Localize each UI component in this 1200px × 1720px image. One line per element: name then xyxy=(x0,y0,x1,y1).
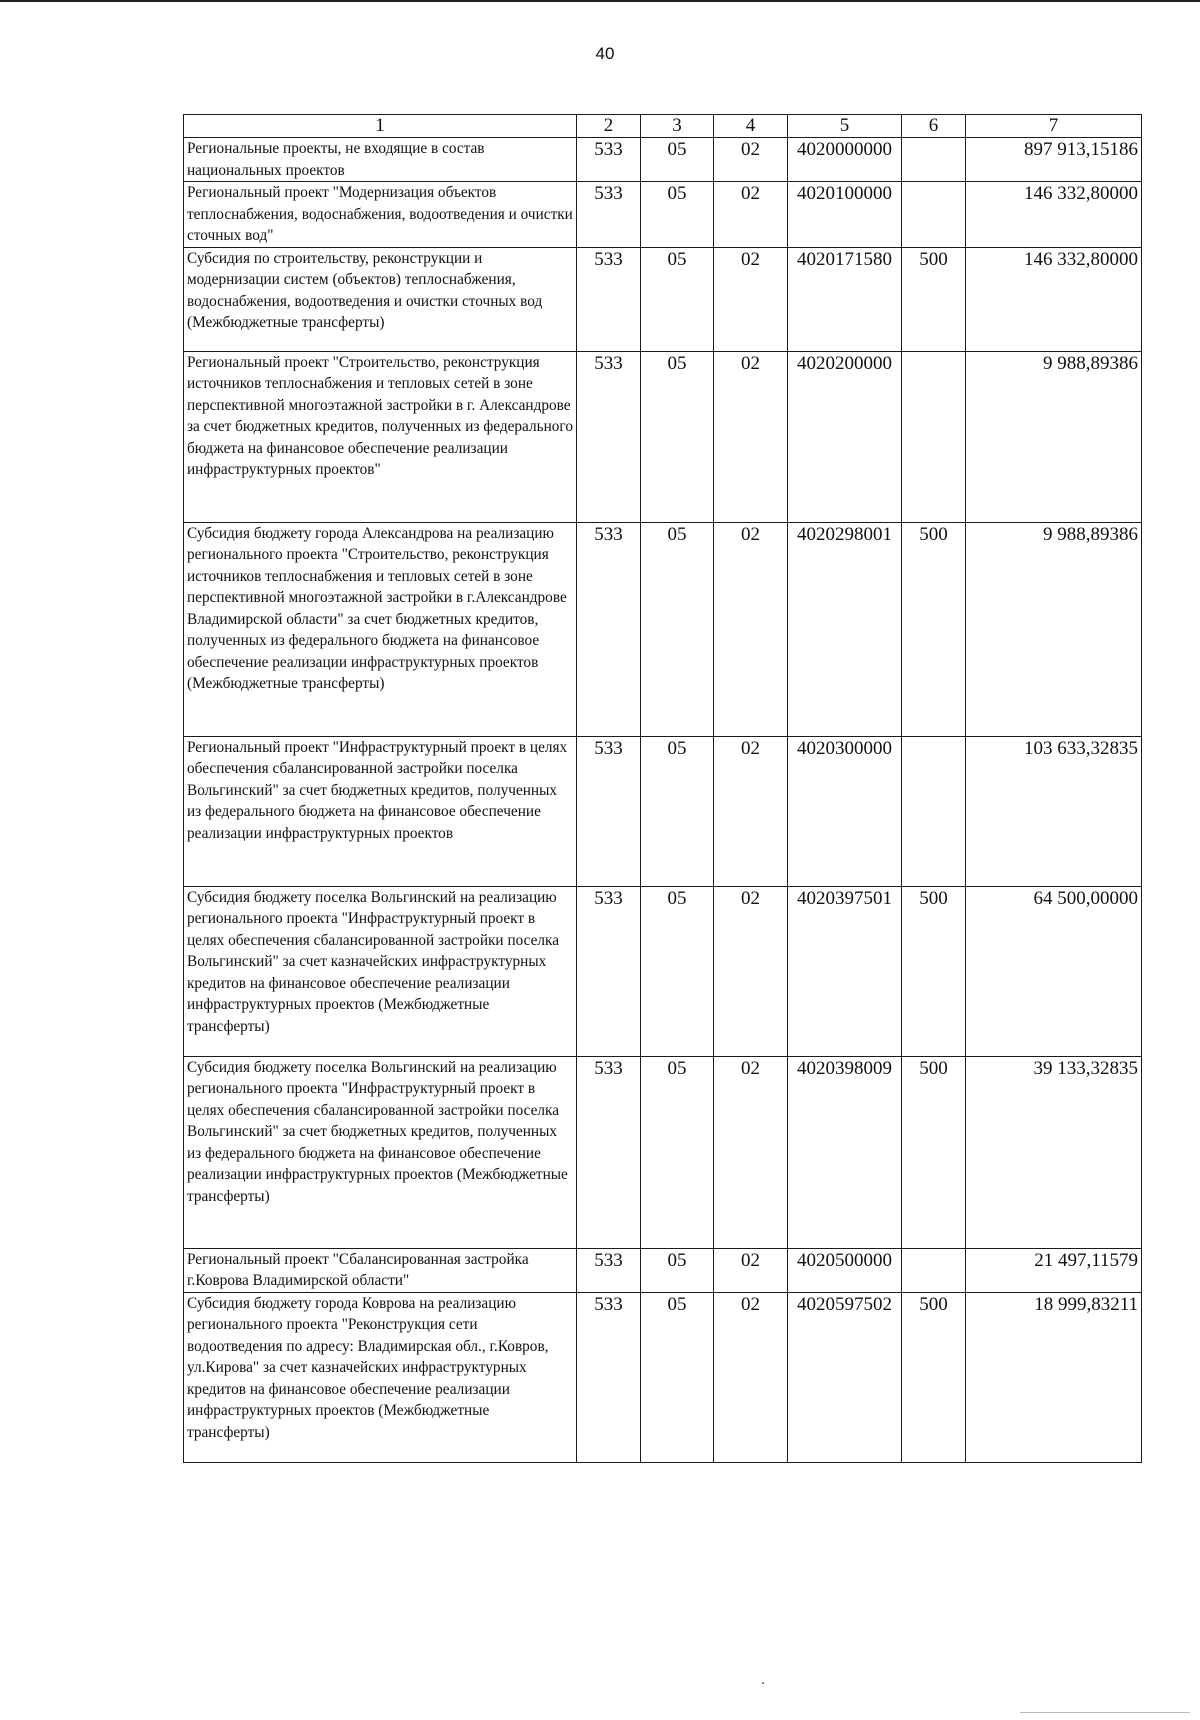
row-target-article: 4020100000 xyxy=(788,182,902,248)
row-grbs: 533 xyxy=(577,886,641,1056)
row-subsection: 02 xyxy=(714,1056,788,1248)
row-section: 05 xyxy=(641,736,714,886)
row-expense-type xyxy=(902,138,966,182)
row-target-article: 4020397501 xyxy=(788,886,902,1056)
row-name: Субсидия бюджету города Александрова на реализацию регионального проекта "Строительство, реконструкция источников теплоснабжения и тепловых сетей в зоне перспективной многоэтажной застройки в г.Александрове Владимирской области" за счет бюджетных кредитов, полученных из федерального бюджета на финансовое обеспечение реализации инфраструктурных проектов (Межбюджетные трансферты) xyxy=(184,522,577,736)
row-expense-type: 500 xyxy=(902,522,966,736)
row-grbs: 533 xyxy=(577,1056,641,1248)
table-row xyxy=(184,886,1142,1056)
table-row xyxy=(184,1292,1142,1462)
row-grbs: 533 xyxy=(577,351,641,522)
row-section: 05 xyxy=(641,138,714,182)
table-row xyxy=(184,522,1142,736)
row-name: Субсидия бюджету поселка Вольгинский на реализацию регионального проекта "Инфраструктурный проект в целях обеспечения сбалансированной застройки поселка Вольгинский" за счет казначейских инфраструктурных кредитов на финансовое обеспечение реализации инфраструктурных проектов (Межбюджетные трансферты) xyxy=(184,886,577,1056)
table-row xyxy=(184,138,1142,182)
row-target-article: 4020300000 xyxy=(788,736,902,886)
row-name: Субсидия бюджету города Коврова на реализацию регионального проекта "Реконструкция сети водоотведения по адресу: Владимирская обл., г.Ковров, ул.Кирова" за счет казначейских инфраструктурных кредитов на финансовое обеспечение реализации инфраструктурных проектов (Межбюджетные трансферты) xyxy=(184,1292,577,1462)
scan-speck xyxy=(762,1682,764,1684)
row-amount: 146 332,80000 xyxy=(966,182,1142,248)
column-header-7: 7 xyxy=(966,115,1142,138)
row-expense-type xyxy=(902,182,966,248)
table-row xyxy=(184,182,1142,248)
row-section: 05 xyxy=(641,522,714,736)
row-amount: 897 913,15186 xyxy=(966,138,1142,182)
row-expense-type: 500 xyxy=(902,886,966,1056)
row-subsection: 02 xyxy=(714,886,788,1056)
row-grbs: 533 xyxy=(577,182,641,248)
scan-speck xyxy=(1020,1712,1190,1713)
row-grbs: 533 xyxy=(577,736,641,886)
row-expense-type xyxy=(902,351,966,522)
row-amount: 21 497,11579 xyxy=(966,1248,1142,1292)
row-target-article: 4020200000 xyxy=(788,351,902,522)
row-expense-type xyxy=(902,1248,966,1292)
row-name: Субсидия по строительству, реконструкции и модернизации систем (объектов) теплоснабжения, водоснабжения, водоотведения и очистки сточных вод (Межбюджетные трансферты) xyxy=(184,247,577,351)
row-grbs: 533 xyxy=(577,522,641,736)
table-row xyxy=(184,247,1142,351)
row-subsection: 02 xyxy=(714,522,788,736)
row-amount: 9 988,89386 xyxy=(966,351,1142,522)
table-row xyxy=(184,351,1142,522)
row-section: 05 xyxy=(641,182,714,248)
page-number: 40 xyxy=(595,44,615,63)
row-section: 05 xyxy=(641,351,714,522)
row-section: 05 xyxy=(641,247,714,351)
row-target-article: 4020398009 xyxy=(788,1056,902,1248)
row-grbs: 533 xyxy=(577,247,641,351)
row-section: 05 xyxy=(641,886,714,1056)
row-subsection: 02 xyxy=(714,1292,788,1462)
row-section: 05 xyxy=(641,1056,714,1248)
column-header-3: 3 xyxy=(641,115,714,138)
row-amount: 103 633,32835 xyxy=(966,736,1142,886)
row-name: Региональный проект "Инфраструктурный проект в целях обеспечения сбалансированной застройки поселка Вольгинский" за счет бюджетных кредитов, полученных из федерального бюджета на финансовое обеспечение реализации инфраструктурных проектов xyxy=(184,736,577,886)
row-expense-type: 500 xyxy=(902,1292,966,1462)
table-row xyxy=(184,1056,1142,1248)
row-target-article: 4020597502 xyxy=(788,1292,902,1462)
row-subsection: 02 xyxy=(714,1248,788,1292)
row-name: Региональный проект "Сбалансированная застройка г.Коврова Владимирской области" xyxy=(184,1248,577,1292)
column-header-4: 4 xyxy=(714,115,788,138)
row-expense-type: 500 xyxy=(902,247,966,351)
row-subsection: 02 xyxy=(714,182,788,248)
row-amount: 64 500,00000 xyxy=(966,886,1142,1056)
row-subsection: 02 xyxy=(714,351,788,522)
scan-top-edge xyxy=(0,0,1200,2)
row-target-article: 4020000000 xyxy=(788,138,902,182)
row-target-article: 4020298001 xyxy=(788,522,902,736)
row-section: 05 xyxy=(641,1248,714,1292)
row-amount: 39 133,32835 xyxy=(966,1056,1142,1248)
table-row xyxy=(184,736,1142,886)
row-name: Региональный проект "Строительство, реконструкция источников теплоснабжения и тепловых сетей в зоне перспективной многоэтажной застройки в г. Александрове за счет бюджетных кредитов, полученных из федерального бюджета на финансовое обеспечение реализации инфраструктурных проектов" xyxy=(184,351,577,522)
budget-table xyxy=(183,114,1142,1463)
row-amount: 9 988,89386 xyxy=(966,522,1142,736)
column-header-6: 6 xyxy=(902,115,966,138)
row-section: 05 xyxy=(641,1292,714,1462)
row-name: Региональный проект "Модернизация объектов теплоснабжения, водоснабжения, водоотведения и очистки сточных вод" xyxy=(184,182,577,248)
row-expense-type: 500 xyxy=(902,1056,966,1248)
row-amount: 146 332,80000 xyxy=(966,247,1142,351)
row-grbs: 533 xyxy=(577,1248,641,1292)
row-subsection: 02 xyxy=(714,247,788,351)
row-subsection: 02 xyxy=(714,138,788,182)
row-target-article: 4020500000 xyxy=(788,1248,902,1292)
row-expense-type xyxy=(902,736,966,886)
table-row xyxy=(184,1248,1142,1292)
column-header-2: 2 xyxy=(577,115,641,138)
row-amount: 18 999,83211 xyxy=(966,1292,1142,1462)
column-header-5: 5 xyxy=(788,115,902,138)
row-target-article: 4020171580 xyxy=(788,247,902,351)
row-subsection: 02 xyxy=(714,736,788,886)
row-name: Субсидия бюджету поселка Вольгинский на реализацию регионального проекта "Инфраструктурный проект в целях обеспечения сбалансированной застройки поселка Вольгинский" за счет бюджетных кредитов, полученных из федерального бюджета на финансовое обеспечение реализации инфраструктурных проектов (Межбюджетные трансферты) xyxy=(184,1056,577,1248)
row-grbs: 533 xyxy=(577,1292,641,1462)
header-row xyxy=(184,115,1142,138)
column-header-1: 1 xyxy=(184,115,577,138)
row-grbs: 533 xyxy=(577,138,641,182)
row-name: Региональные проекты, не входящие в состав национальных проектов xyxy=(184,138,577,182)
